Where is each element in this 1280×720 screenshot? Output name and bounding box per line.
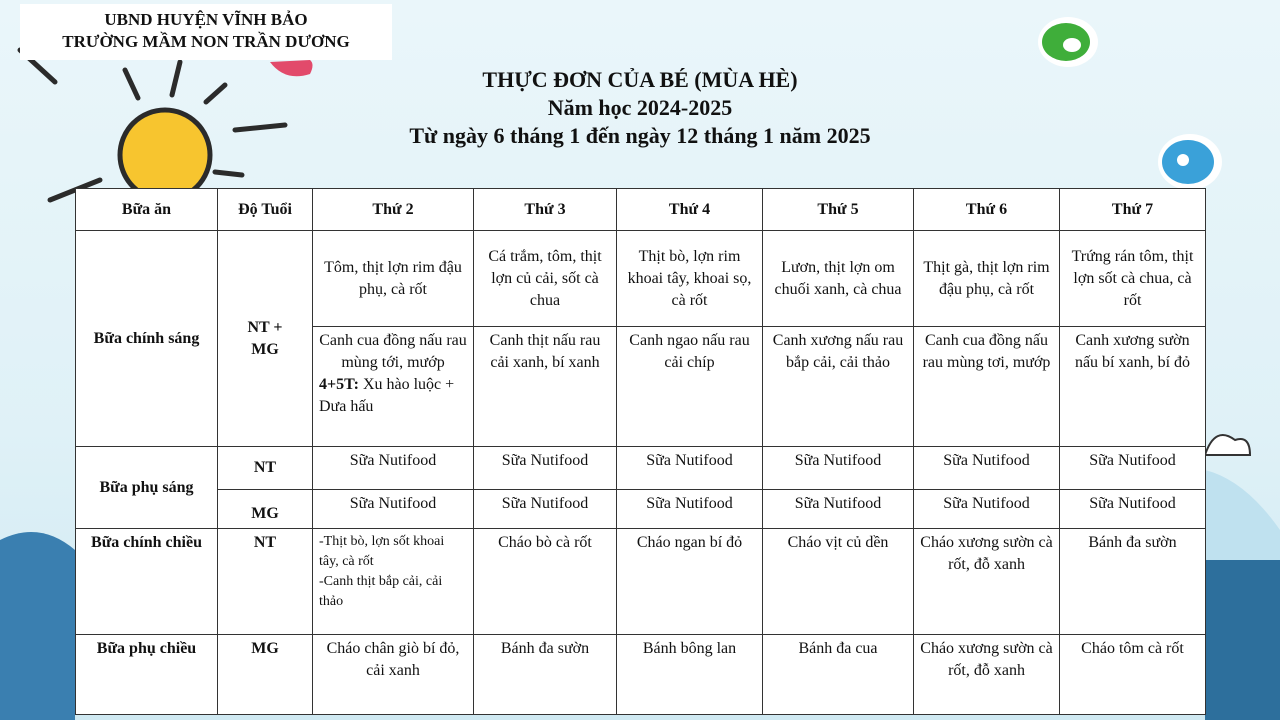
breakfast-age-line1: NT +	[247, 318, 283, 336]
morning-snack-mg-fri: Sữa Nutifood	[914, 490, 1060, 529]
header-friday: Thứ 6	[914, 189, 1060, 231]
lunch-mon	[313, 529, 474, 635]
afternoon-snack-fri: Cháo xương sườn cà rốt, đỗ xanh	[914, 635, 1060, 715]
morning-snack-label: Bữa phụ sáng	[76, 447, 218, 529]
lunch-sat: Bánh đa sườn	[1060, 529, 1206, 635]
date-range: Từ ngày 6 tháng 1 đến ngày 12 tháng 1 năm 2025	[409, 123, 871, 148]
breakfast-soup-tue: Canh thịt nấu rau cải xanh, bí xanh	[474, 327, 617, 447]
afternoon-snack-age: MG	[218, 635, 313, 715]
lunch-mon-line1: -Thịt bò, lợn sốt khoai tây, cà rốt	[319, 534, 445, 569]
afternoon-snack-label: Bữa phụ chiều	[76, 635, 218, 715]
breakfast-main-sat: Trứng rán tôm, thịt lợn sốt cà chua, cà rốt	[1060, 231, 1206, 327]
hills-left	[0, 532, 75, 720]
morning-snack-mg-tue: Sữa Nutifood	[474, 490, 617, 529]
afternoon-snack-wed: Bánh bông lan	[617, 635, 763, 715]
breakfast-label: Bữa chính sáng	[76, 231, 218, 447]
hills-right	[1205, 538, 1280, 720]
afternoon-snack-sat: Cháo tôm cà rốt	[1060, 635, 1206, 715]
lunch-fri: Cháo xương sườn cà rốt, đỗ xanh	[914, 529, 1060, 635]
header-tuesday: Thứ 3	[474, 189, 617, 231]
green-blob-icon	[1038, 17, 1098, 67]
morning-snack-mg-age: MG	[218, 490, 313, 529]
header-row	[76, 189, 1206, 231]
afternoon-snack-mon: Cháo chân giò bí đỏ, cải xanh	[313, 635, 474, 715]
afternoon-snack-tue: Bánh đa sườn	[474, 635, 617, 715]
district-name: UBND HUYỆN VĨNH BẢO	[104, 10, 308, 29]
morning-snack-mg-row	[76, 490, 1206, 529]
breakfast-main-wed: Thịt bò, lợn rim khoai tây, khoai sọ, cà rốt	[617, 231, 763, 327]
lunch-thu: Cháo vịt củ dền	[763, 529, 914, 635]
morning-snack-nt-fri: Sữa Nutifood	[914, 447, 1060, 490]
breakfast-main-mon: Tôm, thịt lợn rim đậu phụ, cà rốt	[313, 231, 474, 327]
hill-right-top	[1205, 470, 1280, 560]
afternoon-snack-thu: Bánh đa cua	[763, 635, 914, 715]
header-age: Độ Tuổi	[218, 189, 313, 231]
lunch-age: NT	[218, 529, 313, 635]
breakfast-soup-mon	[313, 327, 474, 447]
morning-snack-mg-mon: Sữa Nutifood	[313, 490, 474, 529]
header-meal: Bữa ăn	[76, 189, 218, 231]
breakfast-soup-fri: Canh cua đồng nấu rau mùng tơi, mướp	[914, 327, 1060, 447]
breakfast-main-thu: Lươn, thịt lợn om chuối xanh, cà chua	[763, 231, 914, 327]
morning-snack-nt-tue: Sữa Nutifood	[474, 447, 617, 490]
lunch-row	[76, 529, 1206, 635]
morning-snack-mg-sat: Sữa Nutifood	[1060, 490, 1206, 529]
header-thursday: Thứ 5	[763, 189, 914, 231]
morning-snack-nt-thu: Sữa Nutifood	[763, 447, 914, 490]
breakfast-main-tue: Cá trắm, tôm, thịt lợn củ cải, sốt cà chua	[474, 231, 617, 327]
morning-snack-mg-wed: Sữa Nutifood	[617, 490, 763, 529]
morning-snack-nt-mon: Sữa Nutifood	[313, 447, 474, 490]
breakfast-soup-thu: Canh xương nấu rau bắp cải, cải thảo	[763, 327, 914, 447]
school-header	[20, 4, 392, 60]
morning-snack-nt-sat: Sữa Nutifood	[1060, 447, 1206, 490]
breakfast-soup-sat: Canh xương sườn nấu bí xanh, bí đỏ	[1060, 327, 1206, 447]
header-monday: Thứ 2	[313, 189, 474, 231]
breakfast-extra-label: 4+5T:	[319, 376, 359, 393]
breakfast-soup-mon-text: Canh cua đồng nấu rau mùng tới, mướp	[319, 332, 467, 371]
breakfast-age	[218, 231, 313, 447]
header-saturday: Thứ 7	[1060, 189, 1206, 231]
lunch-wed: Cháo ngan bí đỏ	[617, 529, 763, 635]
morning-snack-mg-thu: Sữa Nutifood	[763, 490, 914, 529]
header-wednesday: Thứ 4	[617, 189, 763, 231]
cloud-right	[1205, 435, 1250, 455]
page-title: THỰC ĐƠN CỦA BÉ (MÙA HÈ)	[482, 67, 798, 92]
breakfast-age-line2: MG	[251, 340, 279, 358]
breakfast-main-row	[76, 231, 1206, 327]
school-name: TRƯỜNG MẦM NON TRẦN DƯƠNG	[62, 32, 350, 51]
morning-snack-nt-age: NT	[218, 447, 313, 490]
weekly-menu-table	[75, 188, 1206, 715]
breakfast-extra	[319, 374, 467, 418]
lunch-label: Bữa chính chiều	[76, 529, 218, 635]
lunch-tue: Cháo bò cà rốt	[474, 529, 617, 635]
lunch-mon-line2: -Canh thịt bắp cải, cải thảo	[319, 574, 443, 609]
breakfast-soup-wed: Canh ngao nấu rau cải chíp	[617, 327, 763, 447]
breakfast-extra-text: Xu hào luộc + Dưa hấu	[319, 376, 455, 415]
afternoon-snack-row	[76, 635, 1206, 715]
morning-snack-nt-row	[76, 447, 1206, 490]
breakfast-main-fri: Thịt gà, thịt lợn rim đậu phụ, cà rốt	[914, 231, 1060, 327]
menu-title-block	[0, 66, 1280, 150]
school-year: Năm học 2024-2025	[547, 95, 733, 120]
morning-snack-nt-wed: Sữa Nutifood	[617, 447, 763, 490]
